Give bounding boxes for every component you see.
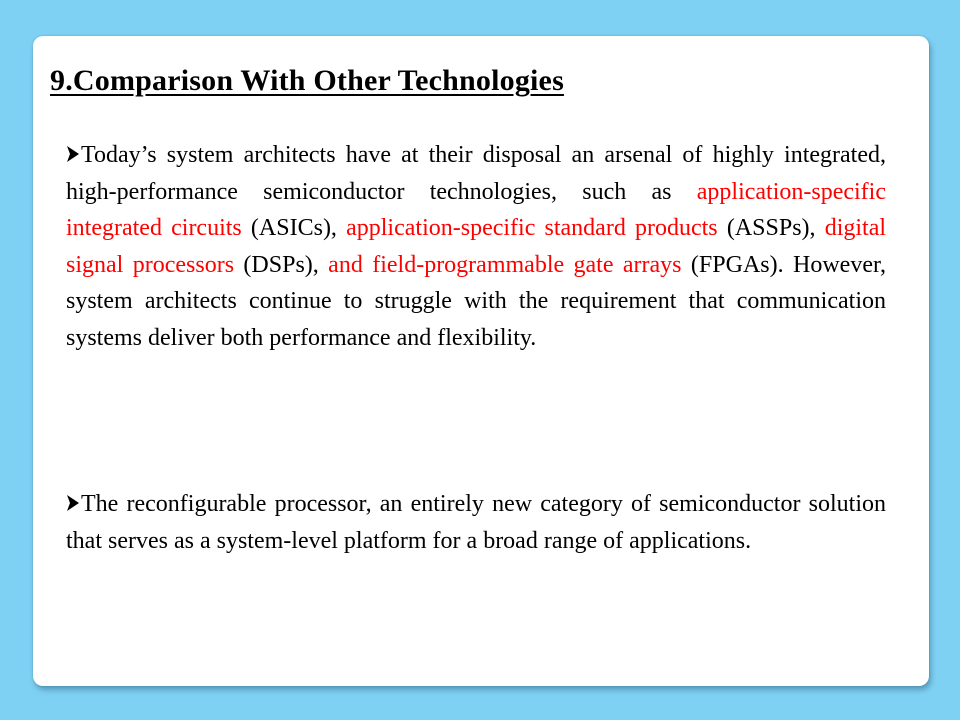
- highlighted-term: application-specific integrated circuits: [66, 178, 886, 241]
- highlighted-term: and field-programmable gate arrays: [328, 251, 682, 278]
- slide-title: 9.Comparison With Other Technologies: [50, 64, 564, 97]
- bullet-text: (FPGAs). However, system architects continue to struggle with the requirement that communication systems deliver both performance and flexibility.: [66, 251, 886, 351]
- bullet-text: (ASSPs),: [717, 215, 825, 241]
- bullet-paragraph-2: [66, 486, 886, 559]
- arrow-bullet-icon: [66, 144, 80, 164]
- arrow-bullet-icon: [66, 493, 80, 513]
- highlighted-term: application-specific standard products: [346, 215, 718, 241]
- slide-card: [33, 36, 929, 686]
- highlighted-term: digital signal processors: [66, 215, 887, 278]
- bullet-paragraph-1: [66, 137, 886, 356]
- bullet-text: The reconfigurable processor, an entirely new category of semiconductor solution that serves as a system-level platform for a broad range of applications.: [66, 491, 886, 554]
- bullet-text: (ASICs),: [241, 215, 347, 241]
- bullet-text: (DSPs),: [234, 251, 329, 278]
- bullet-text: Today’s system architects have at their disposal an arsenal of highly integrated, high-performance semiconductor technologies, such as: [66, 142, 886, 205]
